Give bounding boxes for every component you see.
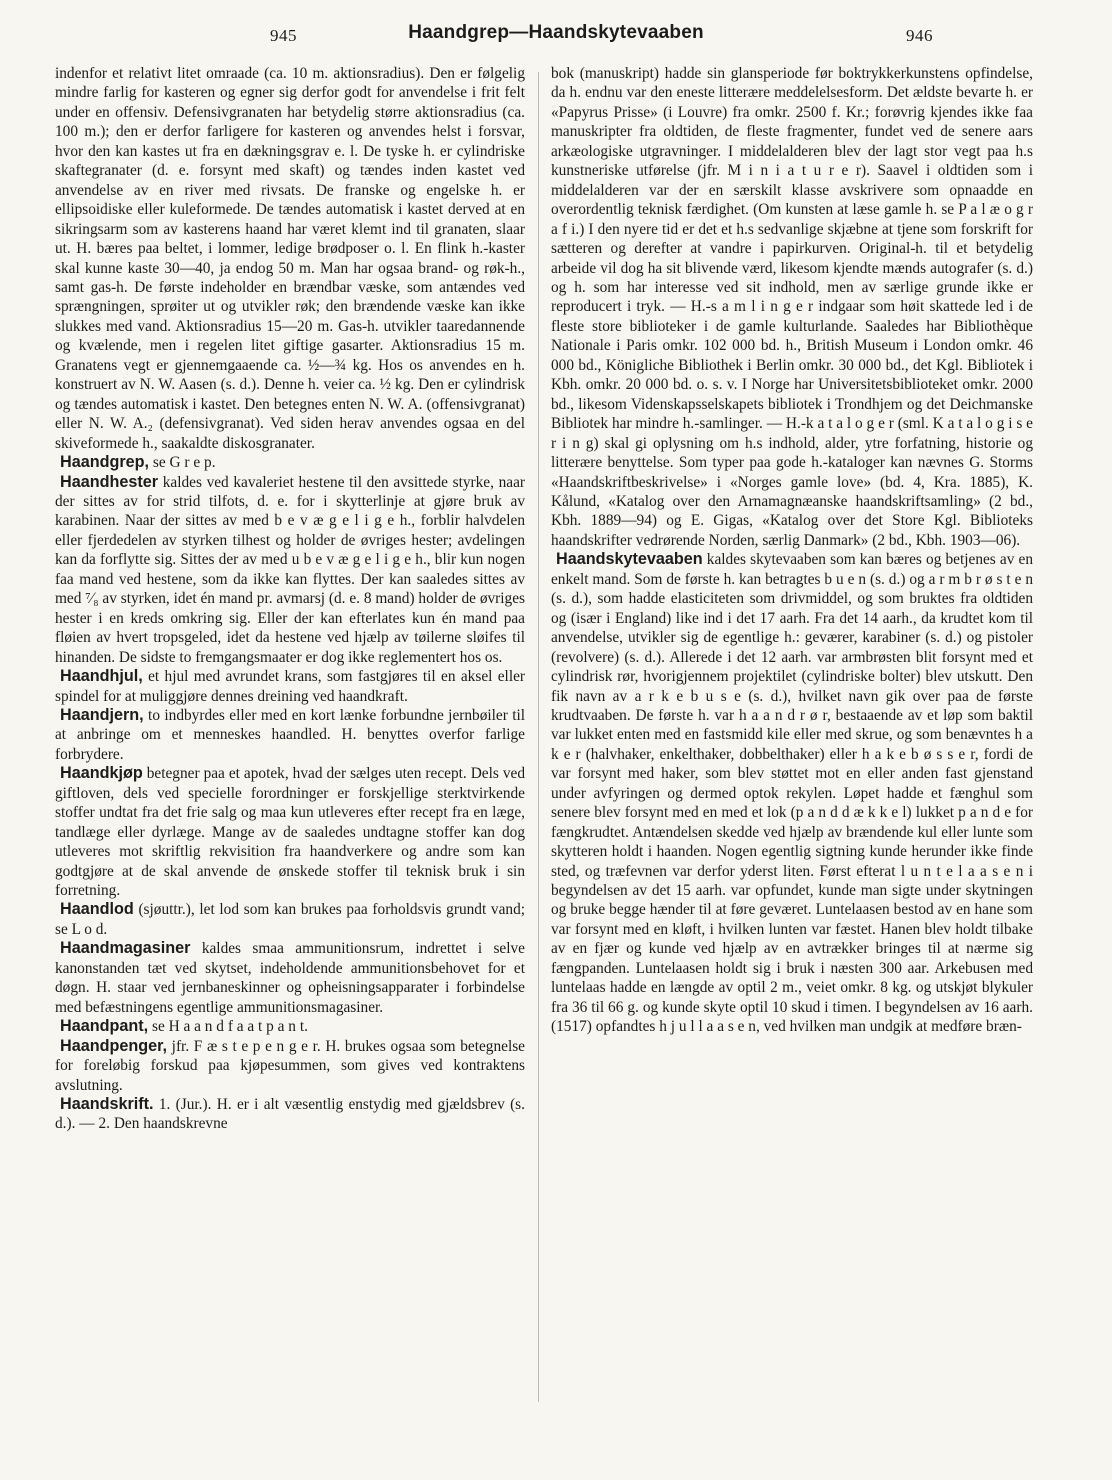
entry-text: betegner paa et apotek, hvad der sælges uten recept. Dels ved giftloven, dels ved specielle forordninger er forskjellige sterktvirkende stoffer undtat fra det frie salg og maa kun utleveres efter recept fra en læge, tandlæge eller dyrlæge. Mange av de saaledes undtagne stoffer kan dog utleveres mot skriftlig rekvisition fra haandverkere og andre som kan godtgjøre at de skal anvende de ønskede stoffer til teknisk bruk i sin forretning. (55, 765, 525, 900)
headword: Haandjern, (60, 705, 144, 724)
entry (55, 764, 525, 900)
headword: Haandskytevaaben (556, 550, 703, 569)
entry-text: kaldes smaa ammunitionsrum, indrettet i selve kanonstanden tæt ved skytset, indeholdende ammunitionsbehovet for et døgn. H. staar ved jernbaneskinner og opheisningsapparater i forbindelse med befæstningens egentlige ammunitionsmagasiner. (55, 940, 525, 1016)
headword: Haandhjul, (60, 667, 143, 686)
headword: Haandkjøp (60, 764, 143, 783)
headword: Haandhester (60, 472, 159, 491)
running-title: Haandgrep—Haandskytevaaben (408, 22, 704, 43)
entry (55, 1095, 525, 1134)
entry (55, 706, 525, 764)
column-divider (538, 72, 539, 1402)
entry-text: kaldes ved kavaleriet hestene til den avsittede styrke, naar der sittes av for strid tilfots, d. e. for i skytterlinje at gjøre bruk av karabinen. Naar der sittes av med b e v æ g e l i g e h., forblir halvdelen eller fjerdedelen av styrken tilhest og holder de øvriges hester; avdelingen kan da forflytte sig. Sittes der av med u b e v æ g e l i g e h., blir kun nogen faa mand ved hestene, som da ikke kan flyttes. Der kan saaledes sittes av med ⁷⁄₈ av styrken, idet én mand pr. avmarsj (d. e. 8 mand) holder de øvriges hester i en kreds omkring sig. Eller der kan efterlates kun én mand paa fløien av hvert tropsgeled, idet da hestene ved hjælp av tøilerne sløifes til hinanden. De sidste to fremgangsmaater er dog ikke reglementert hos os. (55, 473, 525, 666)
right-column (551, 64, 1033, 1404)
continued-text: bok (manuskript) hadde sin glansperiode før boktrykkerkunstens opfindelse, da h. endnu var den eneste litterære meddelelsesform. Det ældste bevarte h. er «Papyrus Prisse» (i Louvre) fra omkr. 2500 f. Kr.; forøvrig kjendes ikke faa manuskripter fra oldtiden, de fleste fragmenter, fundet ved de senere aars arkæologiske utgravninger. I middelalderen blev der lagt stor vegt paa h.s kunstneriske utførelse (jfr. M i n i a t u r e r). Saavel i oldtiden som i middelalderen var der en særskilt klasse avskrivere som opnaadde en overordentlig teknisk færdighet. (Om kunsten at læse gamle h. se P a l æ o g r a f i.) I den nyere tid er det et h.s sedvanlige skjæbne at tjene som forskrift for sætteren og derefter at vandre i papirkurven. Original-h. til et betydelig arbeide vil dog ha sit blivende værd, likesom kjendte mænds autografer (s. d.) og h. som har interesse ved sit indhold, men av særlige grunde ikke er reproducert i tryk. — H.-s a m l i n g e r indgaar som høit skattede led i de fleste store biblioteker i de gamle kulturlande. Saaledes har Bibliothèque Nationale i Paris omkr. 102 000 bd. h., British Museum i London omkr. 46 000 bd., Königliche Bibliothek i Berlin omkr. 30 000 bd., det Kgl. Bibliotek i Kbh. omkr. 20 000 bd. o. s. v. I Norge har Universitetsbiblioteket omkr. 2000 bd., likesom Videnskapsselskapets bibliotek i Trondhjem og det Deichmanske Bibliotek har mindre h.-samlinger. — H.-k a t a l o g e r (sml. K a t a l o g i s e r i n g) skal gi oplysning om h.s indhold, alder, ytre forfatning, historie og litterære benyttelse. Som typer paa gode h.-kataloger kan nævnes G. Storms «Haandskriftbeskrivelse» i «Norges gamle love» (bd. 4, Kra. 1885), K. Kålund, «Katalog over den Arnamagnæanske haandskriftsamling» (2 bd., Kbh. 1889—94) og E. Gigas, «Katalog over det Store Kgl. Biblioteks haandskrifter vedrørende Norden, særlig Danmark» (2 bd., Kbh. 1903—06). (551, 65, 1033, 549)
entry (55, 453, 525, 472)
entry-text: se G r e p. (149, 454, 216, 472)
headword: Haandpenger, (60, 1036, 168, 1055)
headword: Haandlod (60, 900, 134, 919)
entry (55, 473, 525, 668)
entry-text: (sjøuttr.), let lod som kan brukes paa forholdsvis grundt vand; se L o d. (55, 901, 525, 938)
entry-text: to indbyrdes eller med en kort lænke forbundne jernbøiler til at anbringe om et menneskes haandled. H. benyttes overfor farlige forbrydere. (55, 706, 525, 763)
entry-text: se H a a n d f a a t p a n t. (148, 1018, 308, 1036)
entry (551, 550, 1033, 1036)
entry (55, 939, 525, 1017)
continued-text: indenfor et relativt litet omraade (ca. 10 m. aktionsradius). Den er følgelig mindre farlig for kasteren og egner sig derfor godt for anvendelse i frit felt under en offensiv. Defensivgranaten har betydelig større aktionsradius (ca. 100 m.); den er derfor farligere for kasteren og anvendes helst i forsvar, hvor den kan kastes ut fra en dækningsgrav e. l. De tyske h. er cylindriske skaftegranater (d. e. forsynt med skaft) og tændes inden kastet ved anvendelse av en river med rivsats. De franske og engelske h. er ellipsoidiske eller kuleformede. De tændes automatisk i kastet derved at en sikringsarm som av kasterens haand har været klemt ind til granaten, slaar ut. H. bæres paa beltet, i lommer, ledige brødposer o. l. En flink h.-kaster skal kunne kaste 30—40, ja endog 50 m. Man har ogsaa brand- og røk-h., samt gas-h. De første indeholder en brændbar væske, som antændes ved sprængningen, sprøiter ut og utvikler røk; den brændende væske kan ikke slukkes med vand. Aktionsradius 15—20 m. Gas-h. utvikler taaredannende og kvælende, men i regelen litet giftige gasarter. Aktionsradius 15 m. Granatens vegt er gjennemgaaende ca. ½—¾ kg. Hos os anvendes en h. konstruert av N. W. Aasen (s. d.). Denne h. veier ca. ½ kg. Den er cylindrisk og tændes automatisk i kastet. Den betegnes enten N. W. A. (offensivgranat) eller N. W. A.₂ (defensivgranat). Ved siden herav anvendes ogsaa en del skiveformede h., saakaldte diskosgranater. (55, 65, 525, 452)
entry (55, 667, 525, 706)
entry-text: 1. (Jur.). H. er i alt væsentlig enstydig med gjældsbrev (s. d.). — 2. Den haandskrevne (55, 1096, 525, 1133)
entry-text: et hjul med avrundet krans, som fastgjøres til en aksel eller spindel for at muliggjøre dennes dreining ved haandkraft. (55, 668, 525, 705)
entry-text: kaldes skytevaaben som kan bæres og betjenes av en enkelt mand. Som de første h. kan betragtes b u e n (s. d.) og a r m b r ø s t e n (s. d.), som hadde elasticiteten som drivmiddel, og som bruktes fra oldtiden og (især i England) like ind i det 17 aarh. Fra det 14 aarh., da krudtet kom til anvendelse, utvikler sig de egentlige h.: geværer, karabiner (s. d.) og pistoler (revolvere) (s. d.). Allerede i det 12 aarh. var armbrøsten blit forsynt med et cylindrisk rør, hvorigjennem projektilet (cylindriske bolter) blev utskutt. Den fik navn av a r k e b u s e (s. d.), hvilket navn gik over paa de første krudtvaaben. De første h. var h a a n d r ø r, bestaaende av et løp som baktil var lukket enten med en fastsmidd kile eller med skrue, og som benævntes h a k e r (halvhaker, enkelthaker, dobbelthaker) eller h a k e b ø s s e r, fordi de var forsynt med haker, som blev støttet mot en eller anden fast gjenstand under avfyringen og dermed optok rekylen. Løpet hadde et fænghul som senere blev forsynt med en med et lok (p a n d d æ k k e l) lukket p a n d e for fængkrudtet. Antændelsen skedde ved hjælp av brændende kul eller lunte som skytteren holdt i haanden. Nogen egentlig sigtning kunde herunder ikke finde sted, og træfevnen var derfor yderst liten. Først efterat l u n t e l a a s e n i begyndelsen av det 15 aarh. var opfundet, kunde man sigte under skytningen og bruke begge hænder til at føre geværet. Luntelaasen bestod av en hane som var forsynt med en kløft, i hvilken lunten var fæstet. Hanen blev holdt tilbake av en fjær og kunde ved hjælp av en avtrækker bringes til at nærme sig fængpanden. Luntelaasen holdt sig i bruk i næsten 300 aar. Arkebusen med luntelaas hadde en længde av optil 2 m., veiet omkr. 8 kg. og utskjøt blykuler fra 36 til 66 g. og kunde skyte optil 10 skud i timen. I begyndelsen av 16 aarh. (1517) opfandtes h j u l l a a s e n, ved hvilken man undgik at medføre bræn- (551, 551, 1033, 1036)
page-number-left: 945 (270, 26, 297, 45)
entry-text: jfr. F æ s t e p e n g e r. H. brukes ogsaa som betegnelse for foreløbig forskud paa kjøpesummen, som gives ved kontraktens avslutning. (55, 1037, 525, 1094)
page-number-right: 946 (906, 26, 933, 45)
headword: Haandgrep, (60, 453, 150, 472)
headword: Haandmagasiner (60, 939, 191, 958)
headword: Haandskrift. (60, 1095, 154, 1114)
entry (55, 1017, 525, 1036)
entry (55, 900, 525, 939)
headword: Haandpant, (60, 1017, 149, 1036)
entry (55, 1037, 525, 1095)
left-column (55, 64, 525, 1404)
page-header (0, 22, 1112, 52)
